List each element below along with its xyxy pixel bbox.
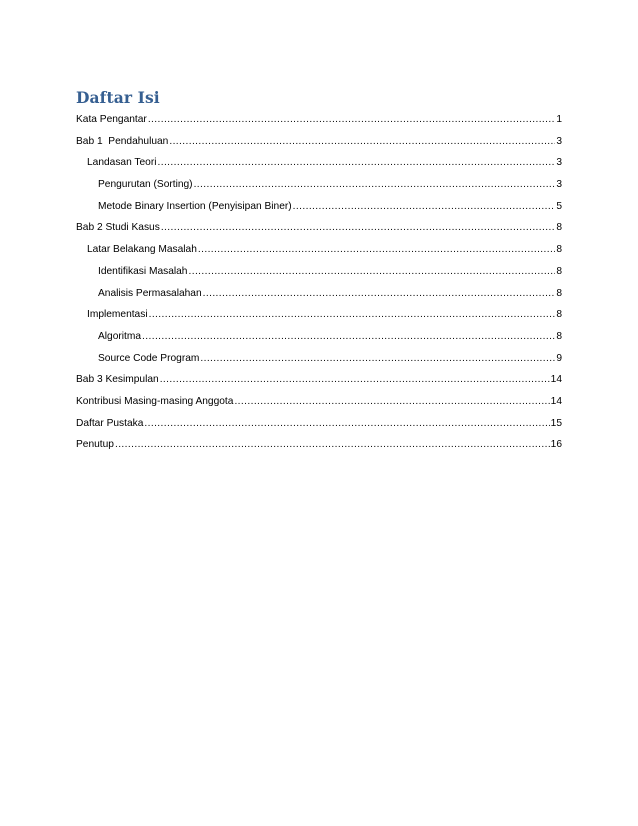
- toc-dot-leader: [148, 114, 556, 125]
- toc-entry-page-number: 15: [550, 417, 562, 429]
- toc-entry-label: Daftar Pustaka: [76, 417, 144, 429]
- toc-entry[interactable]: [76, 244, 562, 266]
- toc-entry-label: Latar Belakang Masalah: [87, 244, 197, 256]
- toc-entry-label: Implementasi: [87, 309, 148, 321]
- toc-entry[interactable]: [76, 418, 562, 440]
- toc-entry[interactable]: [76, 136, 562, 158]
- toc-entry-label: Algoritma: [98, 330, 142, 342]
- toc-entry-label: Metode Binary Insertion (Penyisipan Biner): [98, 200, 292, 212]
- toc-entry[interactable]: [76, 353, 562, 375]
- toc-entry-label: Bab 3 Kesimpulan: [76, 374, 159, 386]
- toc-entry-page-number: 14: [550, 374, 562, 386]
- toc-heading: Daftar Isi: [76, 88, 160, 107]
- toc-entry-label: Kontribusi Masing-masing Anggota: [76, 395, 234, 407]
- toc-dot-leader: [198, 244, 555, 255]
- toc-entry[interactable]: [76, 201, 562, 223]
- toc-dot-leader: [293, 201, 556, 212]
- toc-entry[interactable]: [76, 179, 562, 201]
- toc-entry-label: Bab 2 Studi Kasus: [76, 222, 160, 234]
- toc-entry-page-number: 9: [556, 352, 562, 364]
- toc-entry[interactable]: [76, 288, 562, 310]
- table-of-contents: [76, 114, 562, 461]
- toc-entry-label: Identifikasi Masalah: [98, 265, 188, 277]
- toc-entry-label: Kata Pengantar: [76, 114, 147, 125]
- toc-entry-page-number: 3: [556, 179, 562, 191]
- toc-dot-leader: [200, 353, 555, 364]
- toc-dot-leader: [115, 439, 550, 450]
- toc-dot-leader: [161, 222, 556, 233]
- toc-entry-label: Analisis Permasalahan: [98, 287, 202, 299]
- toc-dot-leader: [188, 266, 555, 277]
- toc-entry[interactable]: [76, 439, 562, 461]
- toc-entry[interactable]: [76, 266, 562, 288]
- toc-entry[interactable]: [76, 309, 562, 331]
- toc-entry-page-number: 14: [550, 395, 562, 407]
- toc-entry-page-number: 8: [556, 330, 562, 342]
- toc-dot-leader: [144, 418, 549, 429]
- toc-dot-leader: [203, 288, 556, 299]
- toc-entry-label: Pengurutan (Sorting): [98, 179, 193, 191]
- toc-entry-label: Source Code Program: [98, 352, 200, 364]
- toc-dot-leader: [149, 309, 556, 320]
- toc-entry-page-number: 8: [556, 244, 562, 256]
- toc-dot-leader: [157, 157, 555, 168]
- toc-entry-page-number: 8: [556, 265, 562, 277]
- toc-entry-page-number: 8: [556, 222, 562, 234]
- toc-entry-page-number: 16: [550, 439, 562, 451]
- toc-entry[interactable]: [76, 374, 562, 396]
- toc-entry-page-number: 3: [556, 135, 562, 147]
- toc-entry[interactable]: [76, 396, 562, 418]
- toc-dot-leader: [194, 179, 556, 190]
- toc-entry[interactable]: [76, 114, 562, 136]
- toc-entry[interactable]: [76, 331, 562, 353]
- toc-entry[interactable]: [76, 222, 562, 244]
- toc-dot-leader: [169, 136, 555, 147]
- toc-entry-label: Bab 1 Pendahuluan: [76, 135, 169, 147]
- toc-entry-page-number: 3: [556, 157, 562, 169]
- toc-dot-leader: [142, 331, 555, 342]
- toc-entry-label: Penutup: [76, 439, 114, 451]
- toc-entry-page-number: 8: [556, 287, 562, 299]
- toc-entry-label: Landasan Teori: [87, 157, 157, 169]
- toc-entry-page-number: 1: [556, 114, 562, 125]
- toc-dot-leader: [160, 374, 550, 385]
- toc-entry[interactable]: [76, 157, 562, 179]
- toc-entry-page-number: 5: [556, 200, 562, 212]
- toc-entry-page-number: 8: [556, 309, 562, 321]
- toc-dot-leader: [234, 396, 549, 407]
